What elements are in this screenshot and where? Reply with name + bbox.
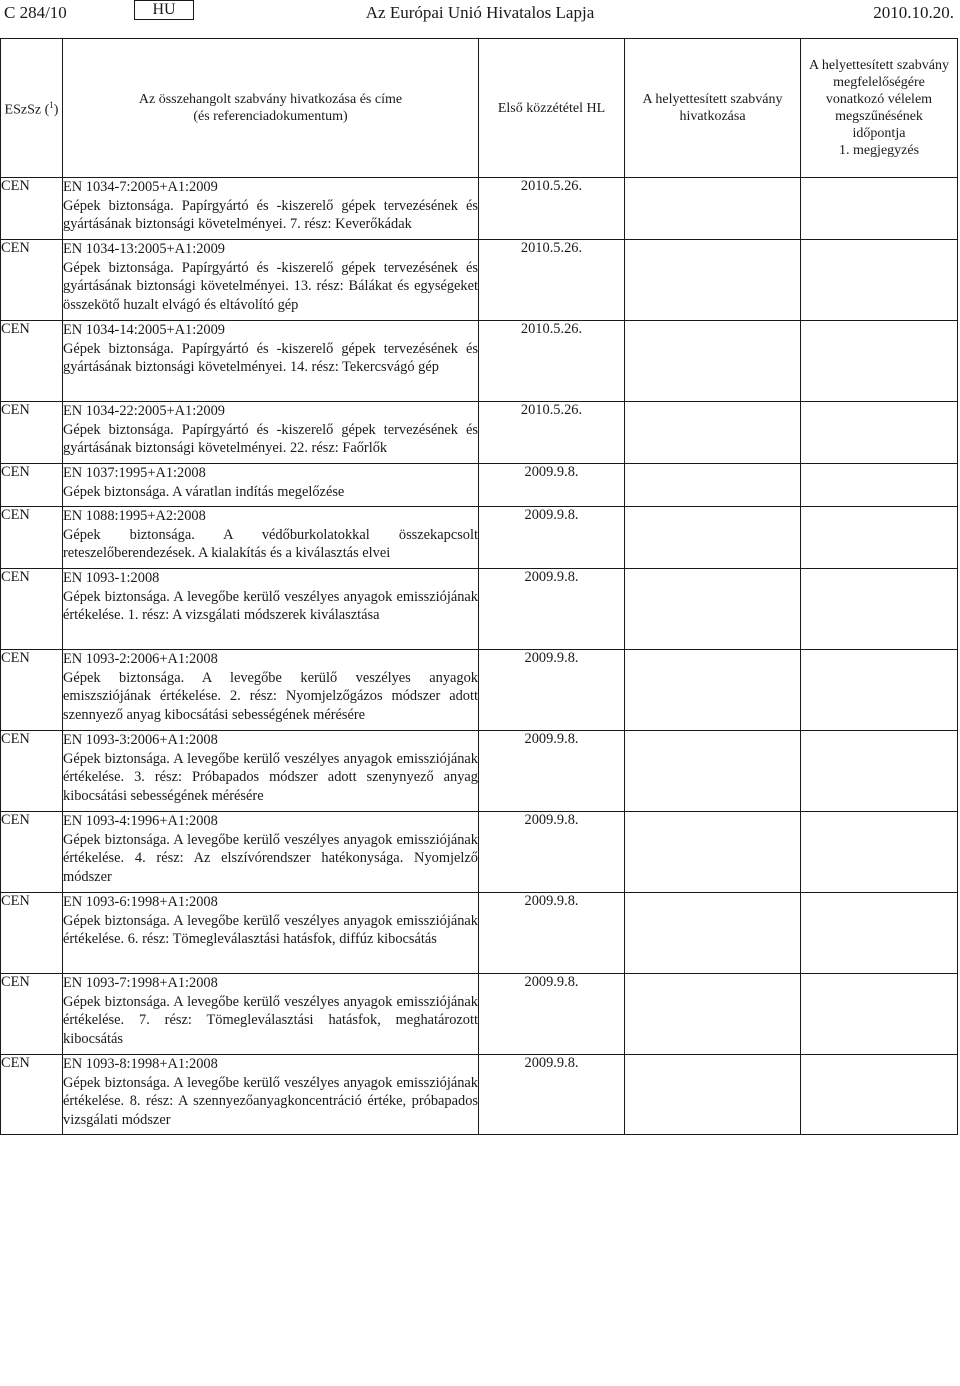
- standard-title: Gépek biztonsága. A védőburkolatokkal összekapcsolt reteszelőberendezések. A kialakítás és a kiválasztás elvei: [63, 526, 478, 561]
- standard-code: EN 1037:1995+A1:2008: [63, 465, 206, 481]
- superseded-cell: [625, 1055, 801, 1135]
- organisation-cell: CEN: [1, 893, 63, 974]
- cessation-cell: [801, 1055, 958, 1135]
- cessation-cell: [801, 507, 958, 569]
- standard-title: Gépek biztonsága. A levegőbe kerülő veszélyes anyagok emissziójának értékelése. 4. rész: Az elszívórendszer hatékonysága. Nyomjelző módszer: [63, 831, 478, 885]
- publication-date-cell: 2010.5.26.: [479, 321, 625, 402]
- publication-date-cell: 2010.5.26.: [479, 402, 625, 464]
- column-header-reference: Az összehangolt szabvány hivatkozása és címe (és referenciadokumentum): [63, 39, 479, 178]
- table-row: [1, 650, 958, 731]
- reference-cell: [63, 178, 479, 240]
- organisation-cell: CEN: [1, 402, 63, 464]
- publication-date-cell: 2009.9.8.: [479, 731, 625, 812]
- publication-date-cell: 2010.5.26.: [479, 240, 625, 321]
- reference-cell: [63, 731, 479, 812]
- reference-cell: [63, 507, 479, 569]
- standard-code: EN 1093-1:2008: [63, 570, 160, 586]
- reference-cell: [63, 240, 479, 321]
- table-row: [1, 812, 958, 893]
- standard-code: EN 1093-4:1996+A1:2008: [63, 813, 218, 829]
- standard-code: EN 1093-8:1998+A1:2008: [63, 1056, 218, 1072]
- column-header-cessation-date: A helyettesített szabvány megfelelőségére vonatkozó vélelem megszűnésének időpontja 1. megjegyzés: [801, 39, 958, 178]
- organisation-cell: CEN: [1, 569, 63, 650]
- standard-title: Gépek biztonsága. A levegőbe kerülő veszélyes anyagok emissziójának értékelése. 8. rész: A szennyezőanyagkoncentráció értéke, próbapados vizsgálati módszer: [63, 1074, 478, 1128]
- table-row: [1, 893, 958, 974]
- standard-code: EN 1088:1995+A2:2008: [63, 508, 206, 524]
- standard-title: Gépek biztonsága. A levegőbe kerülő veszélyes anyagok emiszsziójának értékelése. 2. rész: Nyomjelzőgázos módszer adott szennyező anyag kibocsátási sebességének mérésére: [63, 669, 478, 723]
- standards-table: [0, 38, 958, 1135]
- publication-date-cell: 2009.9.8.: [479, 464, 625, 507]
- organisation-cell: CEN: [1, 507, 63, 569]
- publication-date-cell: 2010.5.26.: [479, 178, 625, 240]
- cessation-cell: [801, 731, 958, 812]
- reference-cell: [63, 893, 479, 974]
- table-row: [1, 974, 958, 1055]
- standard-title: Gépek biztonsága. A váratlan indítás megelőzése: [63, 483, 345, 500]
- standard-code: EN 1093-6:1998+A1:2008: [63, 894, 218, 910]
- cessation-cell: [801, 240, 958, 321]
- cessation-cell: [801, 402, 958, 464]
- standard-title: Gépek biztonsága. Papírgyártó és -kiszerelő gépek tervezésének és gyártásának biztonsági követelményei. 14. rész: Tekercsvágó gép: [63, 340, 478, 375]
- superseded-cell: [625, 464, 801, 507]
- reference-cell: [63, 569, 479, 650]
- superseded-cell: [625, 974, 801, 1055]
- standard-title: Gépek biztonsága. A levegőbe kerülő veszélyes anyagok emissziójának értékelése. 1. rész: A vizsgálati módszerek kiválasztása: [63, 588, 478, 623]
- superseded-cell: [625, 812, 801, 893]
- cessation-cell: [801, 974, 958, 1055]
- reference-cell: [63, 321, 479, 402]
- publication-date-cell: 2009.9.8.: [479, 569, 625, 650]
- superseded-cell: [625, 321, 801, 402]
- reference-cell: [63, 650, 479, 731]
- table-row: [1, 464, 958, 507]
- reference-cell: [63, 974, 479, 1055]
- table-header-row: [1, 39, 958, 178]
- table-row: [1, 402, 958, 464]
- standard-title: Gépek biztonsága. A levegőbe kerülő veszélyes anyagok emissziójának értékelése. 6. rész: Tömegleválasztási hatásfok, diffúz kibocsátás: [63, 912, 478, 947]
- superseded-cell: [625, 650, 801, 731]
- organisation-cell: CEN: [1, 650, 63, 731]
- organisation-cell: CEN: [1, 321, 63, 402]
- column-header-first-publication: Első közzététel HL: [479, 39, 625, 178]
- organisation-cell: CEN: [1, 240, 63, 321]
- standard-title: Gépek biztonsága. Papírgyártó és -kiszerelő gépek tervezésének és gyártásának biztonsági követelményei. 22. rész: Faőrlők: [63, 421, 478, 456]
- organisation-cell: CEN: [1, 731, 63, 812]
- page-header: [0, 0, 960, 30]
- cessation-cell: [801, 893, 958, 974]
- organisation-cell: CEN: [1, 464, 63, 507]
- table-row: [1, 569, 958, 650]
- table-row: [1, 321, 958, 402]
- cessation-cell: [801, 812, 958, 893]
- superseded-cell: [625, 507, 801, 569]
- cessation-cell: [801, 321, 958, 402]
- superseded-cell: [625, 240, 801, 321]
- table-row: [1, 1055, 958, 1135]
- table-row: [1, 507, 958, 569]
- organisation-cell: CEN: [1, 178, 63, 240]
- standard-code: EN 1093-2:2006+A1:2008: [63, 651, 218, 667]
- cessation-cell: [801, 178, 958, 240]
- standard-title: Gépek biztonsága. A levegőbe kerülő veszélyes anyagok emissziójának értékelése. 7. rész: Tömegleválasztási hatásfok, meghatározott kibocsátás: [63, 993, 478, 1047]
- issue-date: 2010.10.20.: [873, 3, 954, 22]
- standard-title: Gépek biztonsága. A levegőbe kerülő veszélyes anyagok emissziójának értékelése. 3. rész: Próbapados módszer adott szenynyező anyag kibocsátási sebességének mérésére: [63, 750, 478, 804]
- superseded-cell: [625, 893, 801, 974]
- standard-title: Gépek biztonsága. Papírgyártó és -kiszerelő gépek tervezésének és gyártásának biztonsági követelményei. 7. rész: Keverőkádak: [63, 197, 478, 232]
- standard-code: EN 1034-14:2005+A1:2009: [63, 322, 226, 338]
- publication-date-cell: 2009.9.8.: [479, 893, 625, 974]
- language-badge: HU: [134, 0, 194, 20]
- standard-code: EN 1034-13:2005+A1:2009: [63, 241, 226, 257]
- cessation-cell: [801, 464, 958, 507]
- cessation-cell: [801, 650, 958, 731]
- superseded-cell: [625, 731, 801, 812]
- cessation-cell: [801, 569, 958, 650]
- standard-title: Gépek biztonsága. Papírgyártó és -kiszerelő gépek tervezésének és gyártásának biztonsági követelményei. 13. rész: Bálákat és egységeket összekötő huzalt elvágó és eltávolító gép: [63, 259, 478, 313]
- superseded-cell: [625, 402, 801, 464]
- table-row: [1, 178, 958, 240]
- publication-date-cell: 2009.9.8.: [479, 1055, 625, 1135]
- superseded-cell: [625, 569, 801, 650]
- journal-title: Az Európai Unió Hivatalos Lapja: [365, 3, 595, 22]
- reference-cell: [63, 812, 479, 893]
- reference-cell: [63, 464, 479, 507]
- publication-date-cell: 2009.9.8.: [479, 650, 625, 731]
- standard-code: EN 1034-22:2005+A1:2009: [63, 403, 226, 419]
- organisation-cell: CEN: [1, 1055, 63, 1135]
- publication-date-cell: 2009.9.8.: [479, 974, 625, 1055]
- organisation-cell: CEN: [1, 974, 63, 1055]
- column-header-organisation: ESzSz ($^1$): [1, 39, 63, 178]
- standard-code: EN 1093-3:2006+A1:2008: [63, 732, 218, 748]
- publication-date-cell: 2009.9.8.: [479, 507, 625, 569]
- page-reference: C 284/10: [4, 3, 67, 22]
- standard-code: EN 1093-7:1998+A1:2008: [63, 975, 218, 991]
- column-header-superseded-reference: A helyettesített szabvány hivatkozása: [625, 39, 801, 178]
- table-row: [1, 731, 958, 812]
- standard-code: EN 1034-7:2005+A1:2009: [63, 179, 218, 195]
- superseded-cell: [625, 178, 801, 240]
- publication-date-cell: 2009.9.8.: [479, 812, 625, 893]
- organisation-cell: CEN: [1, 812, 63, 893]
- reference-cell: [63, 402, 479, 464]
- reference-cell: [63, 1055, 479, 1135]
- table-row: [1, 240, 958, 321]
